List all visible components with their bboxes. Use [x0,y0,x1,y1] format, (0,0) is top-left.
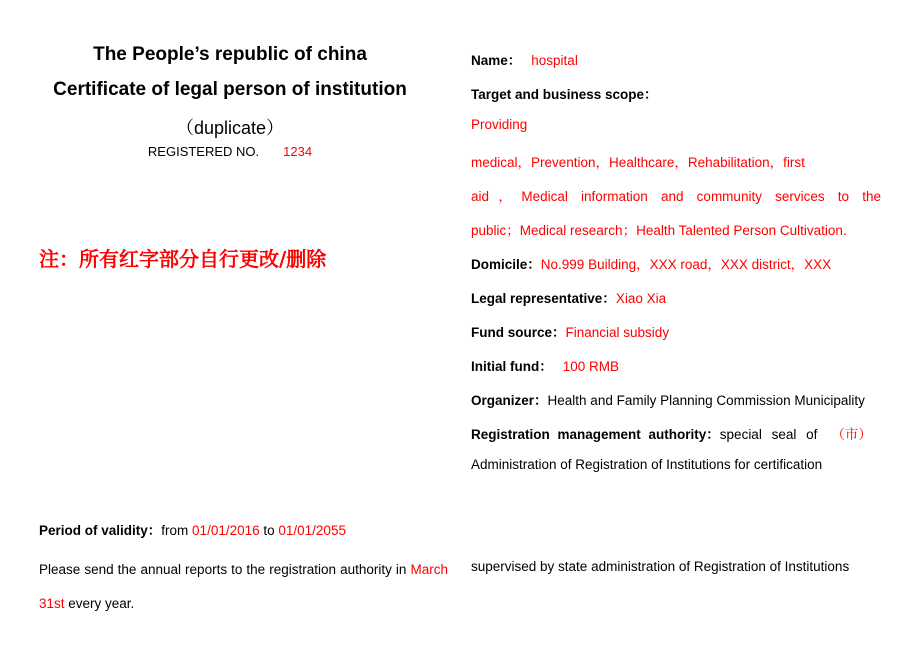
validity-from-word: from [161,523,193,538]
validity-label: Period of validity： [39,523,162,538]
scope-line-1: Providing [471,117,528,132]
organizer-row [471,389,881,409]
title-duplicate: （duplicate） [175,118,285,138]
fund-source-value: Financial subsidy [565,325,670,340]
title-country: The People’s republic of china [93,44,367,65]
scope-line-2: medical，Prevention，Healthcare，Rehabilitation，first [471,155,805,170]
domicile-row [471,253,881,273]
name-value: hospital [531,53,578,68]
right-column [471,0,883,651]
annual-report-tail: every year. [64,596,135,611]
registered-number [30,144,430,159]
validity-to-date: 01/01/2055 [278,523,346,538]
annual-report-text: Please send the annual reports to the registration authority in [39,562,407,577]
legal-representative-value: Xiao Xia [615,291,667,306]
initial-fund-row [471,355,881,375]
initial-fund-label: Initial fund： [471,359,553,374]
validity-period [39,519,346,539]
scope-line-4: public；Medical research；Health Talented Person Cultivation. [471,223,847,238]
scope-line-3: aid，Medical information and community services to the [471,189,881,204]
supervised-by: supervised by state administration of Registration of Institutions [471,559,850,574]
fund-source-label: Fund source： [471,325,566,340]
registration-authority-label: Registration management authority： [471,427,720,442]
registration-authority-value: special seal of [719,427,818,442]
fund-source-row [471,321,881,341]
registration-authority-line-2: Administration of Registration of Institutions for certification [471,457,823,472]
annual-report-notice [39,553,448,621]
scope-label: Target and business scope： [471,87,658,102]
legal-representative-row [471,287,881,307]
registered-number-value: 1234 [283,144,313,159]
title-certificate: Certificate of legal person of institution [53,79,407,100]
initial-fund-value: 100 RMB [562,359,620,374]
domicile-value: No.999 Building，XXX road，XXX district，XXX [540,257,832,272]
annual-report-date: March 31st [39,562,448,611]
registered-number-label: REGISTERED NO. [147,144,260,159]
edit-note: 注：所有红字部分自行更改/删除 [39,247,327,271]
validity-from-date: 01/01/2016 [192,523,260,538]
domicile-label: Domicile： [471,257,541,272]
legal-representative-label: Legal representative： [471,291,616,306]
organizer-label: Organizer： [471,393,548,408]
name-row [471,49,881,69]
organizer-value: Health and Family Planning Commission Municipality [547,393,865,408]
registration-authority-city: （市） [831,427,872,442]
name-label: Name： [471,53,522,68]
registration-authority-row [471,423,881,443]
validity-to-word: to [259,523,279,538]
